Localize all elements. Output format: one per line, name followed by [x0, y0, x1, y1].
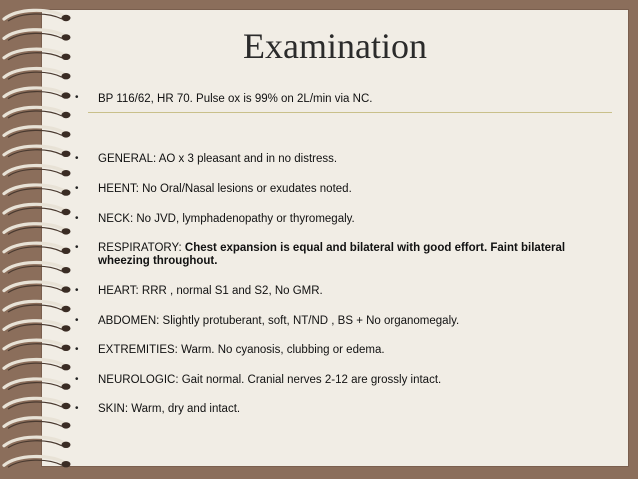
binding-ring-shadow: [8, 421, 62, 428]
binding-hole: [62, 73, 71, 79]
item-finding: Chest expansion is equal and bilateral with good effort. Faint bilateral wheezing throughout.: [98, 242, 566, 267]
bullet-icon: •: [75, 183, 79, 194]
binding-hole: [62, 345, 71, 351]
binding-ring-shadow: [8, 227, 62, 234]
binding-ring-shadow: [8, 72, 62, 79]
binding-hole: [62, 267, 71, 273]
binding-ring-shadow: [8, 189, 62, 196]
binding-hole: [62, 364, 71, 370]
list-item: [98, 242, 578, 268]
slide-title: Examination: [243, 26, 427, 66]
binding-ring-shadow: [8, 266, 62, 273]
list-item: HEENT: No Oral/Nasal lesions or exudates noted.: [98, 183, 352, 195]
bullet-icon: •: [75, 285, 79, 296]
binding-hole: [62, 248, 71, 254]
bullet-icon: •: [75, 153, 79, 164]
binding-hole: [62, 209, 71, 215]
bullet-icon: •: [75, 92, 79, 103]
binding-ring-shadow: [8, 92, 62, 99]
binding-ring-shadow: [8, 402, 62, 409]
binding-hole: [62, 151, 71, 157]
item-label: RESPIRATORY:: [98, 242, 185, 254]
binding-ring-shadow: [8, 150, 62, 157]
binding-ring-shadow: [8, 208, 62, 215]
binding-hole: [62, 15, 71, 21]
binding-hole: [62, 92, 71, 98]
spiral-binding-icon: [0, 0, 80, 479]
binding-hole: [62, 422, 71, 428]
list-item: NECK: No JVD, lymphadenopathy or thyromegaly.: [98, 213, 355, 225]
list-item: NEUROLOGIC: Gait normal. Cranial nerves 2-12 are grossly intact.: [98, 374, 442, 386]
list-item: EXTREMITIES: Warm. No cyanosis, clubbing or edema.: [98, 344, 385, 356]
binding-ring-shadow: [8, 383, 62, 390]
binding-hole: [62, 383, 71, 389]
binding-hole: [62, 189, 71, 195]
binding-hole: [62, 228, 71, 234]
binding-hole: [62, 442, 71, 448]
binding-hole: [62, 306, 71, 312]
divider: [88, 112, 612, 113]
binding-ring-shadow: [8, 169, 62, 176]
bullet-icon: •: [75, 315, 79, 326]
binding-ring-shadow: [8, 305, 62, 312]
binding-ring-shadow: [8, 460, 62, 467]
binding-hole: [62, 131, 71, 137]
binding-hole: [62, 461, 71, 467]
binding-ring-shadow: [8, 286, 62, 293]
list-item: HEART: RRR , normal S1 and S2, No GMR.: [98, 285, 323, 297]
binding-ring-shadow: [8, 344, 62, 351]
binding-ring-shadow: [8, 324, 62, 331]
binding-ring-shadow: [8, 441, 62, 448]
list-item: SKIN: Warm, dry and intact.: [98, 403, 241, 415]
binding-hole: [62, 286, 71, 292]
list-item: ABDOMEN: Slightly protuberant, soft, NT/ND , BS + No organomegaly.: [98, 315, 460, 327]
bullet-icon: •: [75, 242, 79, 253]
bullet-icon: •: [75, 213, 79, 224]
binding-ring-shadow: [8, 130, 62, 137]
binding-hole: [62, 325, 71, 331]
binding-hole: [62, 112, 71, 118]
vitals-item: BP 116/62, HR 70. Pulse ox is 99% on 2L/min via NC.: [98, 93, 373, 105]
paper-background: [42, 10, 628, 466]
binding-ring-shadow: [8, 14, 62, 21]
binding-ring-shadow: [8, 363, 62, 370]
binding-ring-shadow: [8, 247, 62, 254]
binding-ring-shadow: [8, 111, 62, 118]
bullet-icon: •: [75, 344, 79, 355]
bullet-icon: •: [75, 374, 79, 385]
bullet-icon: •: [75, 403, 79, 414]
binding-hole: [62, 403, 71, 409]
list-item: GENERAL: AO x 3 pleasant and in no distress.: [98, 153, 338, 165]
binding-hole: [62, 170, 71, 176]
